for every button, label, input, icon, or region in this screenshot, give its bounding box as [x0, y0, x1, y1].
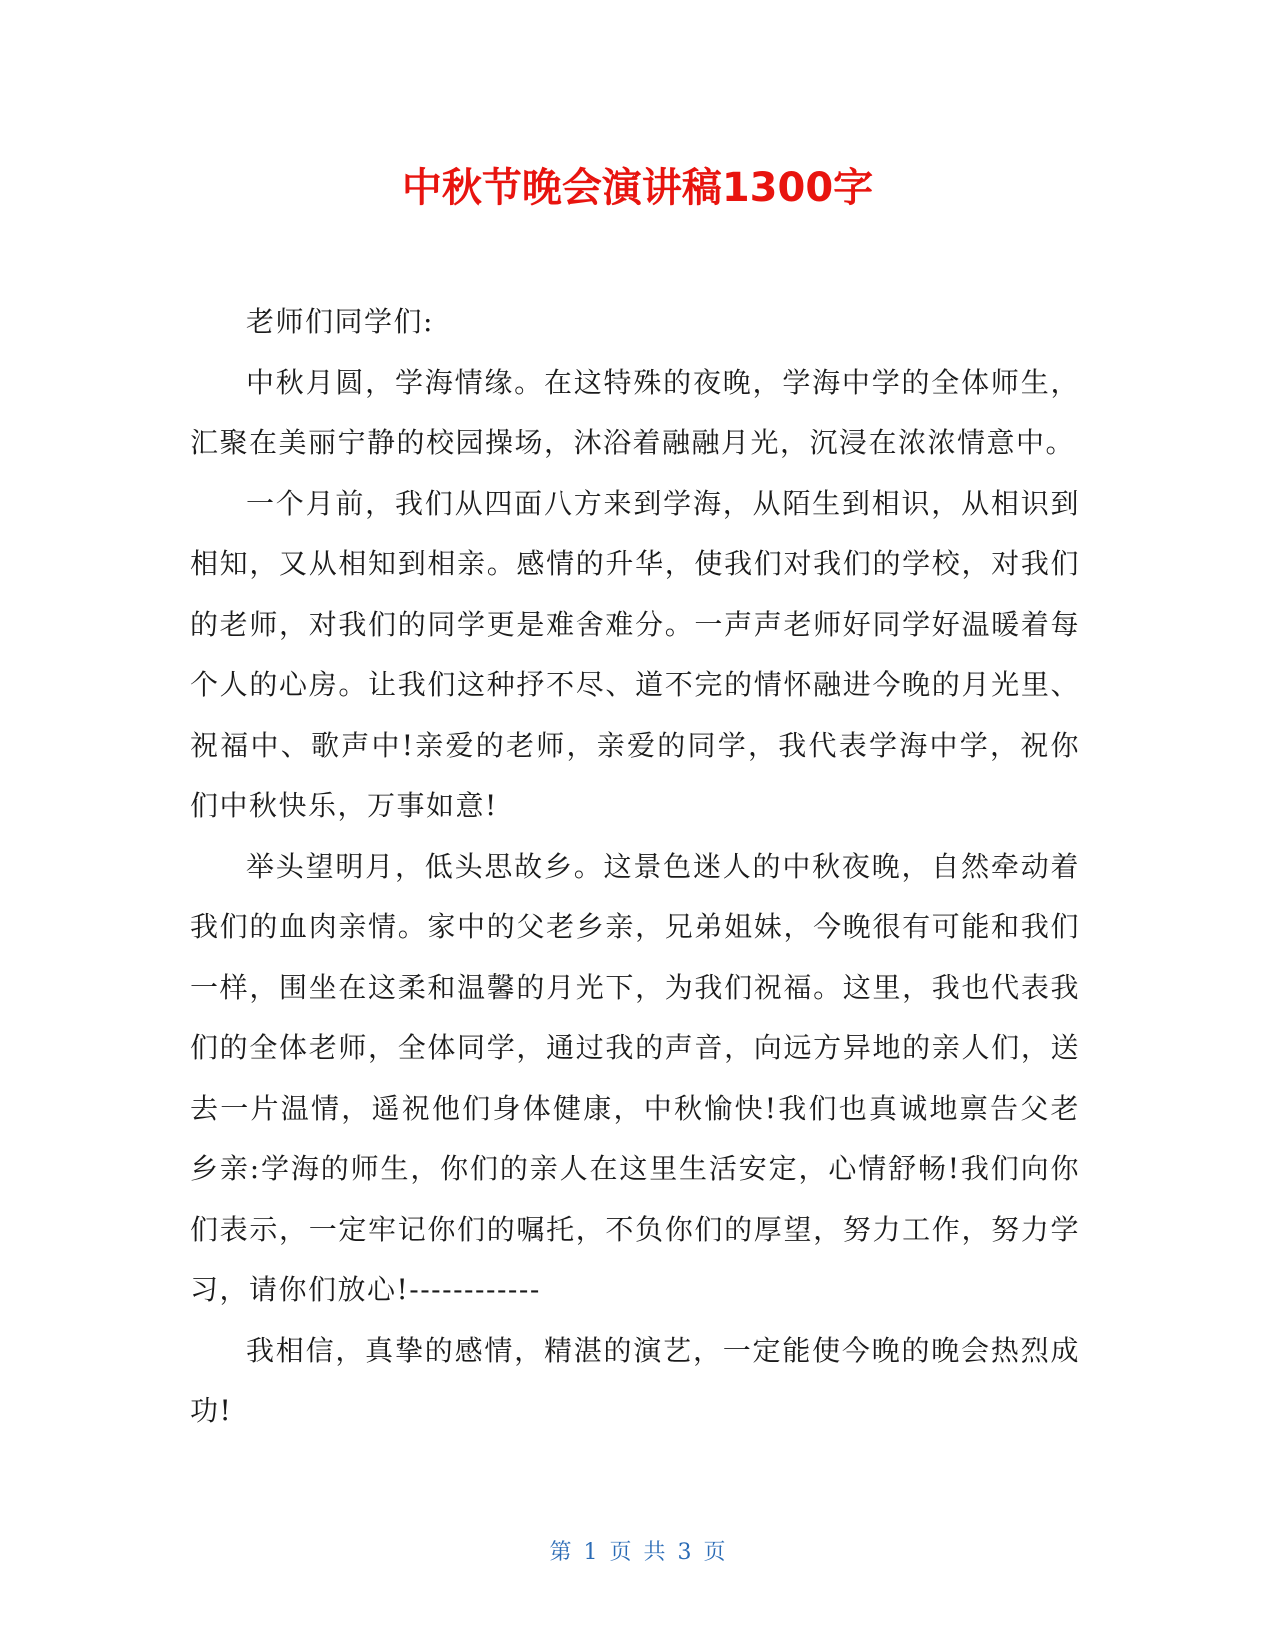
footer-total-pages: 3 — [677, 1540, 692, 1565]
document-body — [190, 292, 1080, 1442]
paragraph-greeting: 老师们同学们: — [246, 305, 434, 338]
footer-page-word: 页 — [609, 1540, 632, 1565]
paragraph-1: 中秋月圆，学海情缘。在这特殊的夜晚，学海中学的全体师生，汇聚在美丽宁静的校园操场，沐浴着融融月光，沉浸在浓浓情意中。 — [190, 365, 1080, 459]
footer-suffix: 页 — [703, 1540, 726, 1565]
paragraph-2: 一个月前，我们从四面八方来到学海，从陌生到相识，从相识到相知，又从相知到相亲。感情的升华，使我们对我们的学校，对我们的老师，对我们的同学更是难舍难分。一声声老师好同学好温暖着每个人的心房。让我们这种抒不尽、道不完的情怀融进今晚的月光里、祝福中、歌声中!亲爱的老师，亲爱的同学，我代表学海中学，祝你们中秋快乐，万事如意! — [190, 486, 1080, 822]
paragraph-4: 我相信，真挚的感情，精湛的演艺，一定能使今晚的晚会热烈成功! — [190, 1333, 1080, 1427]
footer-prefix: 第 — [549, 1540, 572, 1565]
document-title: 中秋节晚会演讲稿1300字 — [401, 165, 874, 211]
paragraph-3: 举头望明月，低头思故乡。这景色迷人的中秋夜晚，自然牵动着我们的血肉亲情。家中的父老乡亲，兄弟姐妹，今晚很有可能和我们一样，围坐在这柔和温馨的月光下，为我们祝福。这里，我也代表我们的全体老师，全体同学，通过我的声音，向远方异地的亲人们，送去一片温情，遥祝他们身体健康，中秋愉快!我们也真诚地禀告父老乡亲:学海的师生，你们的亲人在这里生活安定，心情舒畅!我们向你们表示，一定牢记你们的嘱托，不负你们的厚望，努力工作，努力学习，请你们放心!------------ — [190, 849, 1080, 1306]
page-footer — [0, 1538, 1275, 1568]
footer-current-page: 1 — [583, 1540, 598, 1565]
footer-total-word: 共 — [643, 1540, 666, 1565]
